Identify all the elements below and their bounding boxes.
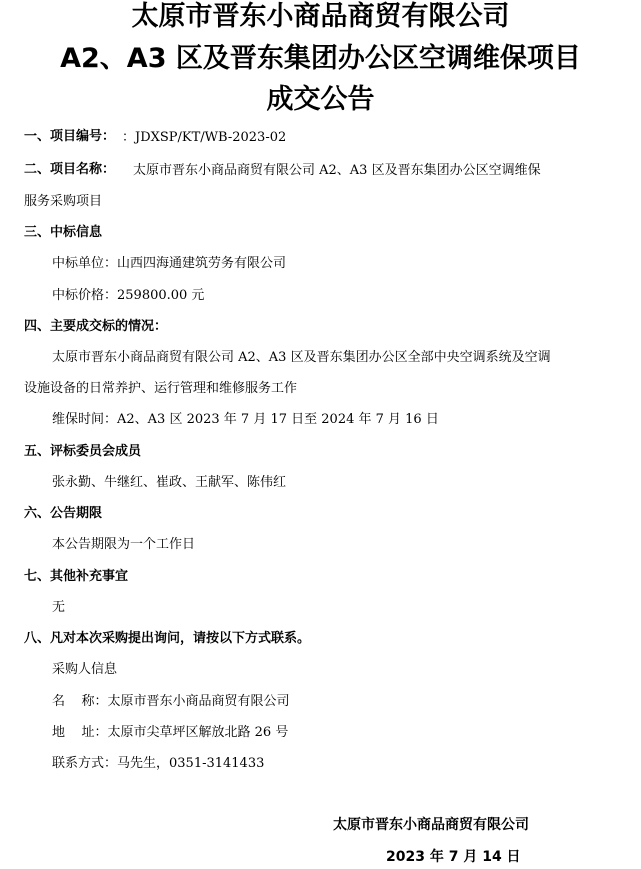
- section-1-heading: 一、项目编号：: [24, 129, 116, 144]
- project-number-value: ：JDXSP/KT/WB-2023-02: [122, 130, 287, 145]
- signature-date: 2023 年 7 月 14 日: [386, 849, 521, 865]
- signature-company: 太原市晋东小商品商贸有限公司: [333, 817, 529, 833]
- maintenance-period: 维保时间：A2、A3 区 2023 年 7 月 17 日至 2024 年 7 月 16 日: [52, 412, 439, 427]
- section-2-heading: 二、项目名称：: [24, 162, 116, 177]
- buyer-address: 地 址：太原市尖草坪区解放北路 26 号: [52, 725, 289, 740]
- notice-period-text: 本公告期限为一个工作日: [52, 537, 196, 552]
- other-matters-text: 无: [52, 600, 66, 615]
- notice-title-line-1: 太原市晋东小商品商贸有限公司: [131, 1, 510, 32]
- section-7-heading: 七、其他补充事宜: [24, 569, 129, 584]
- winning-price: 中标价格：259800.00 元: [52, 288, 205, 303]
- committee-members: 张永勤、牛继红、崔政、王献军、陈伟红: [52, 475, 287, 490]
- section-8-heading: 八、凡对本次采购提出询问，请按以下方式联系。: [24, 631, 311, 646]
- subject-line-1: 太原市晋东小商品商贸有限公司 A2、A3 区及晋东集团办公区全部中央空调系统及空调: [52, 350, 551, 365]
- subject-line-2: 设施设备的日常养护、运行管理和维修服务工作: [24, 381, 298, 396]
- section-5-heading: 五、评标委员会成员: [24, 444, 142, 459]
- section-6-heading: 六、公告期限: [24, 506, 103, 521]
- buyer-info-heading: 采购人信息: [52, 662, 118, 677]
- section-4-heading: 四、主要成交标的情况：: [24, 319, 168, 334]
- notice-title-line-2: A2、A3 区及晋东集团办公区空调维保项目: [60, 43, 581, 74]
- project-name-line-1: 太原市晋东小商品商贸有限公司 A2、A3 区及晋东集团办公区空调维保: [133, 163, 541, 178]
- winning-bidder: 中标单位：山西四海通建筑劳务有限公司: [52, 256, 287, 271]
- section-3-heading: 三、中标信息: [24, 225, 103, 240]
- buyer-contact: 联系方式：马先生，0351-3141433: [52, 756, 265, 771]
- buyer-name: 名 称：太原市晋东小商品商贸有限公司: [52, 694, 290, 709]
- project-name-line-2: 服务采购项目: [24, 194, 103, 209]
- notice-title-line-3: 成交公告: [266, 84, 375, 115]
